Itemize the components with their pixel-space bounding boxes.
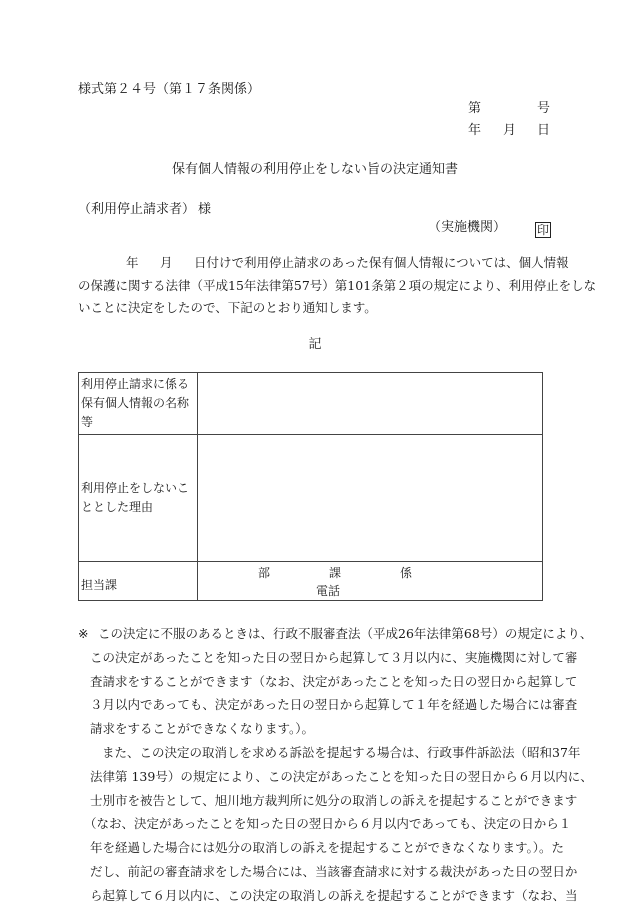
date-tsuki: 月 xyxy=(503,123,517,138)
agency-label: （実施機関） xyxy=(428,220,507,235)
body-line3: いことに決定をしたので、下記のとおり通知します。 xyxy=(78,300,377,315)
row3-label: 担当課 xyxy=(81,577,118,592)
notes-block xyxy=(78,622,593,908)
row3-bu: 部 xyxy=(258,566,271,580)
note-line: 士別市を被告として、旭川地方裁判所に処分の取消しの訴えを提起することができます xyxy=(90,792,578,808)
date-nen: 年 xyxy=(468,123,482,138)
row3-ka: 課 xyxy=(329,566,342,580)
number-dai: 第 xyxy=(468,101,482,116)
note-line: この決定に不服のあるときは、行政不服審査法（平成26年法律第68号）の規定により、 xyxy=(98,626,593,641)
form-label: 様式第２４号（第１７条関係） xyxy=(78,82,261,97)
date-hi: 日 xyxy=(537,123,551,138)
row3-label-cell xyxy=(79,562,198,601)
row1-label-line: 保有個人情報の名称 xyxy=(81,396,190,410)
body-tsuki: 月 xyxy=(160,255,173,270)
note-line: 年を経過した場合には処分の取消しの訴えを提起することができなくなります。）。た xyxy=(90,840,565,856)
table-row xyxy=(79,562,543,601)
note-line: また、この決定の取消しを求める訴訟を提起する場合は、行政事件訴訟法（昭和37年 xyxy=(102,744,581,760)
addressee-name: （利用停止請求者） xyxy=(78,202,196,217)
note-line: （なお、決定があったことを知った日の翌日から６月以内であっても、決定の日から１ xyxy=(84,816,572,832)
row3-value-cell xyxy=(198,562,543,601)
note-line: ら起算して６月以内に、この決定の取消しの訴えを提起することができます（なお、当 xyxy=(90,887,578,903)
seal-mark: 印 xyxy=(537,223,550,237)
row2-label-line: 利用停止をしないこ xyxy=(81,481,190,495)
row3-kakari: 係 xyxy=(400,566,413,580)
table-row xyxy=(79,435,543,562)
record-table xyxy=(78,372,543,601)
row1-label-cell xyxy=(79,373,198,435)
body-paragraph xyxy=(78,252,597,320)
number-go: 号 xyxy=(537,101,551,116)
row2-value-cell xyxy=(198,435,543,562)
row1-label-line: 等 xyxy=(81,415,94,429)
row3-phone: 電話 xyxy=(316,584,341,598)
document-title: 保有個人情報の利用停止をしない旨の決定通知書 xyxy=(171,162,458,177)
note-line: ３月以内であっても、決定があった日の翌日から起算して１年を経過した場合には審査 xyxy=(90,697,578,713)
note-line: だし、前記の審査請求をした場合には、当該審査請求に対する裁決があった日の翌日か xyxy=(90,863,578,879)
note-line: 法律第 139号）の規定により、この決定があったことを知った日の翌日から６月以内に、 xyxy=(90,768,593,784)
table-row xyxy=(79,373,543,435)
body-line1: 日付けで利用停止請求のあった保有個人情報については、個人情報 xyxy=(194,255,569,270)
ki-heading: 記 xyxy=(308,337,322,352)
note-line: 査請求をすることができます（なお、決定があったことを知った日の翌日から起算して xyxy=(90,673,578,689)
seal-stamp-box xyxy=(535,219,551,238)
note-mark: ※ xyxy=(78,626,89,641)
row1-label-line: 利用停止請求に係る xyxy=(81,377,190,391)
note-line: この決定があったことを知った日の翌日から起算して３月以内に、実施機関に対して審 xyxy=(90,649,578,665)
row2-label-line: ととした理由 xyxy=(81,500,154,514)
note-line: 請求をすることができなくなります。）。 xyxy=(90,721,315,737)
addressee-sama: 様 xyxy=(198,202,212,217)
body-line2: の保護に関する法律（平成15年法律第57号）第101条第２項の規定により、利用停止をしな xyxy=(78,277,597,293)
body-nen: 年 xyxy=(126,255,139,270)
row1-value-cell xyxy=(198,373,543,435)
row2-label-cell xyxy=(79,435,198,562)
